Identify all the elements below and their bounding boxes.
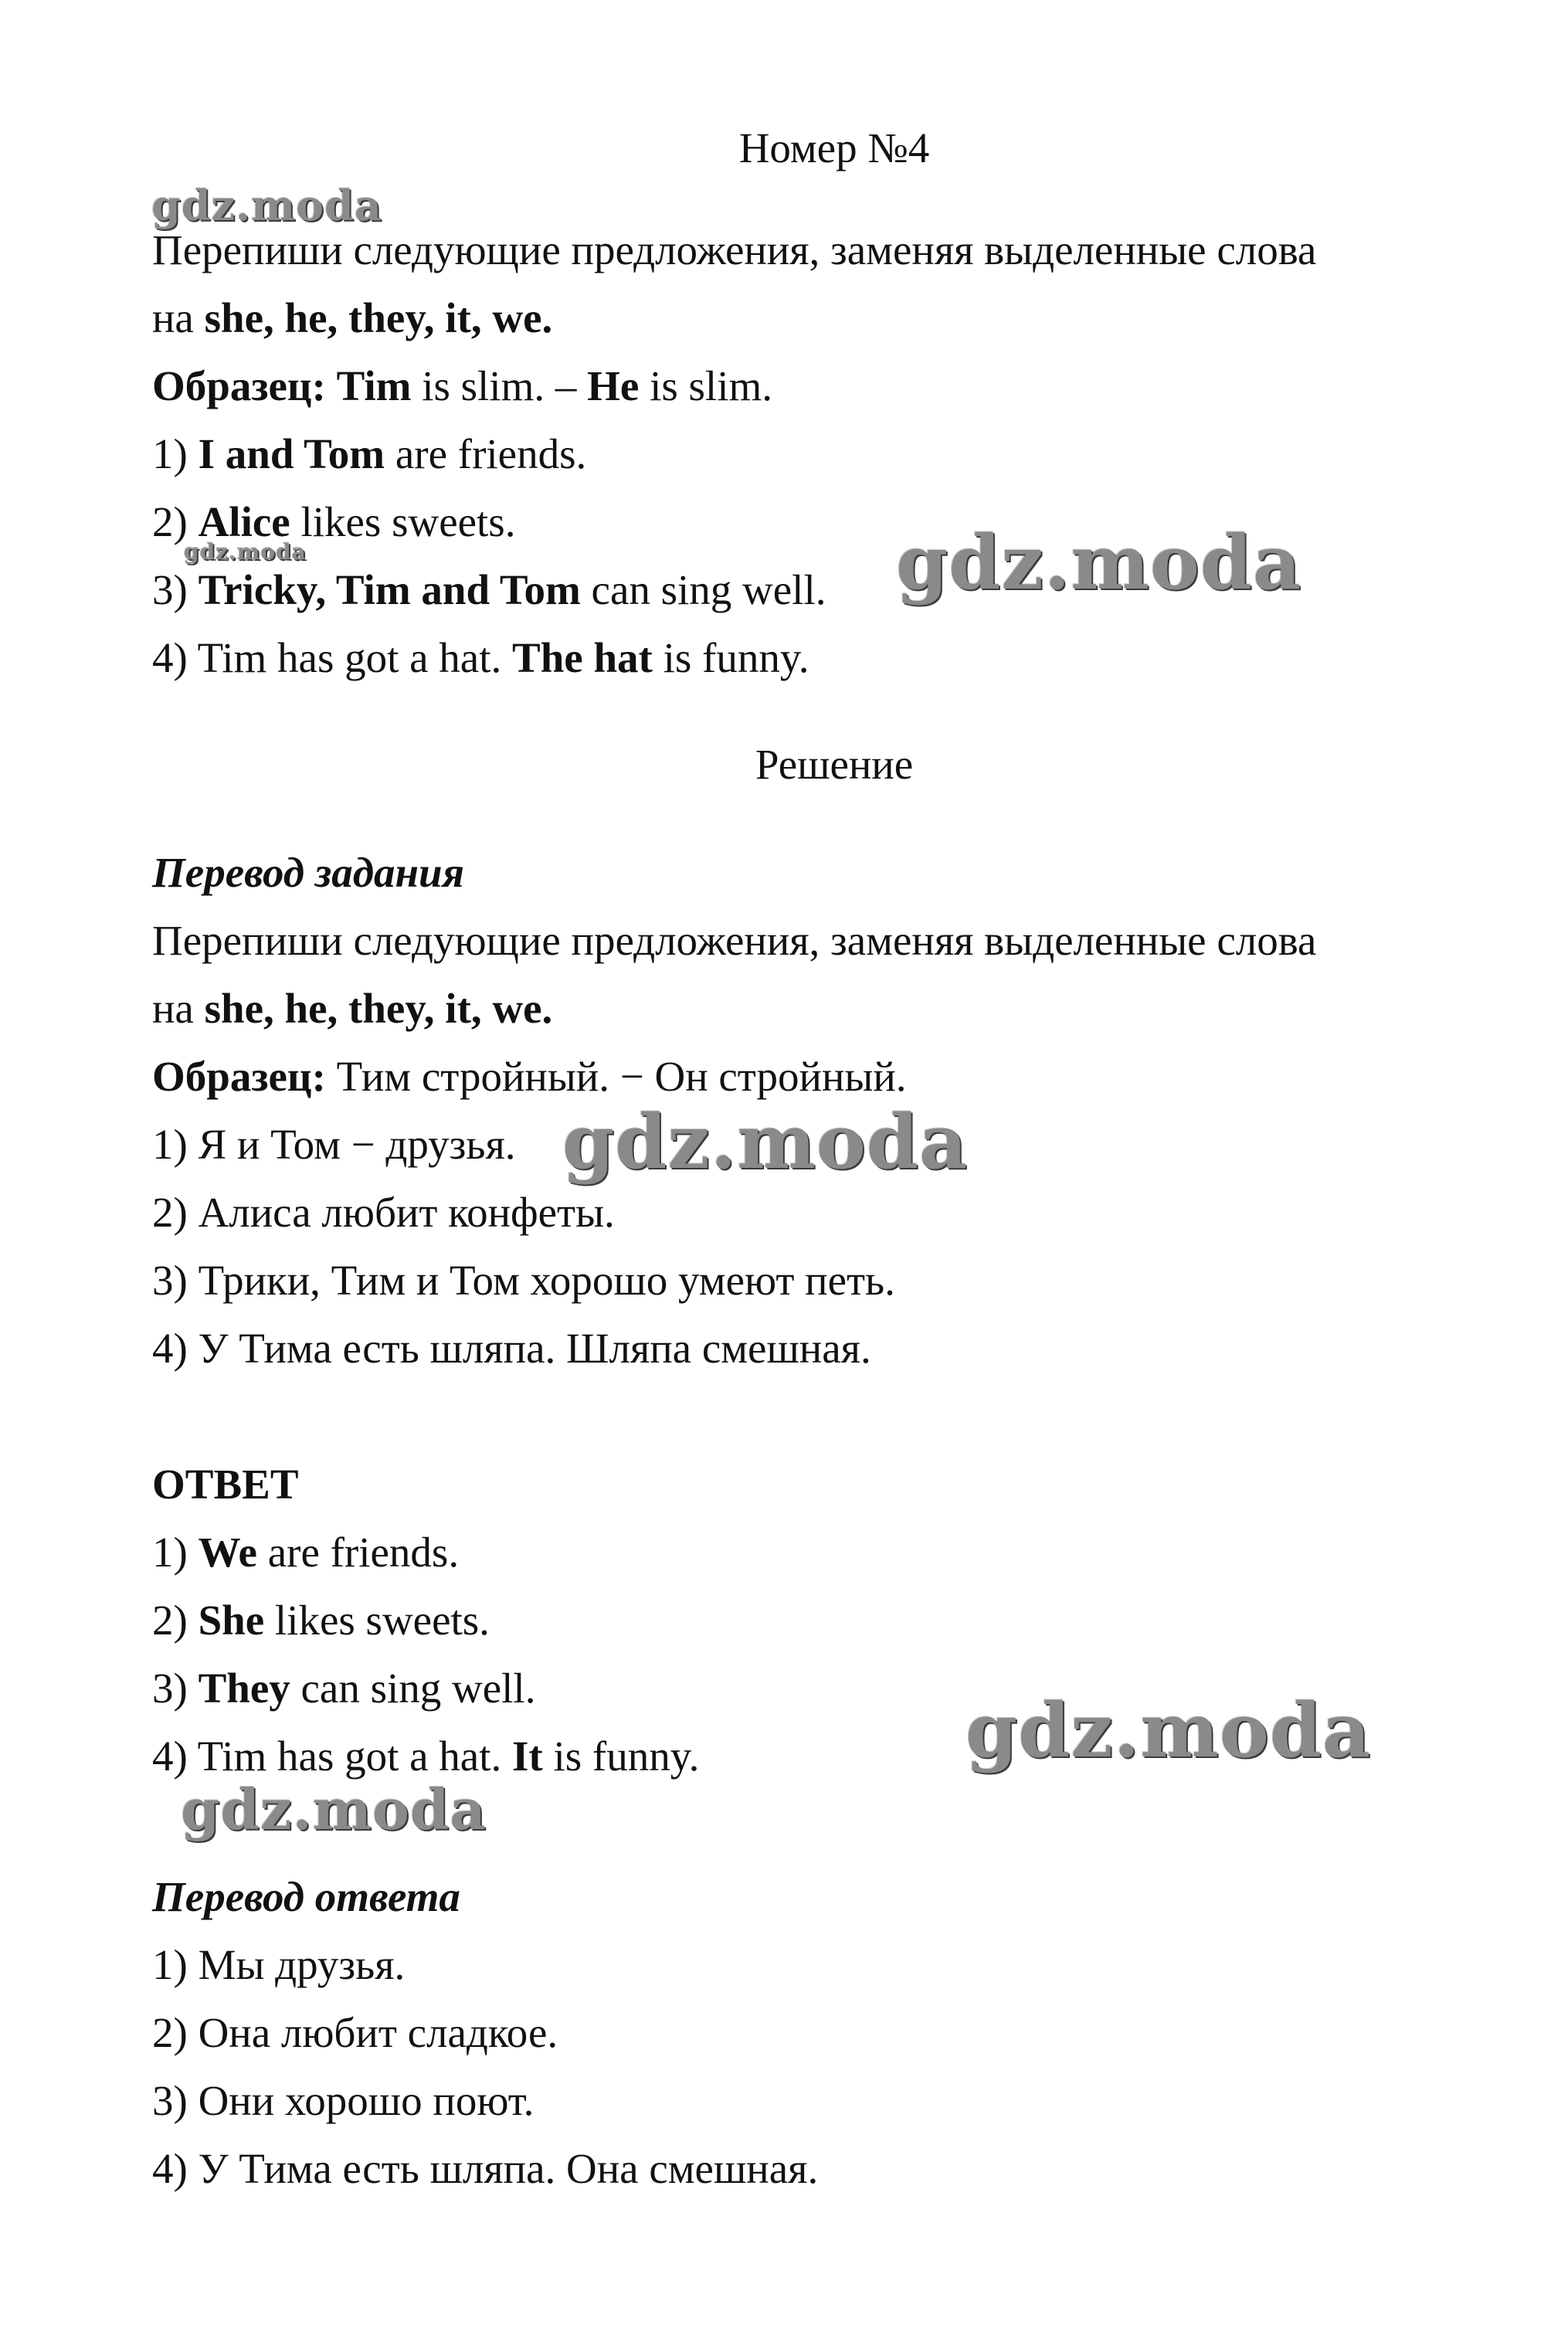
task-item bbox=[152, 633, 809, 683]
task-item-rest: is funny. bbox=[652, 634, 809, 681]
answer-item-num: 2) bbox=[152, 1597, 199, 1644]
task-item-num: 2) bbox=[152, 498, 199, 545]
watermark: gdz.moda bbox=[562, 1098, 969, 1186]
translation-sample-label: Образец: bbox=[152, 1053, 326, 1100]
task-item-num: 3) bbox=[152, 566, 199, 613]
answer-item-rest: likes sweets. bbox=[264, 1597, 490, 1644]
task-item-rest: likes sweets. bbox=[290, 498, 516, 545]
task-sample-text2: is slim. bbox=[639, 362, 773, 409]
answer-item-num: 3) bbox=[152, 1665, 199, 1712]
answer-translation-item: 4) У Тима есть шляпа. Она смешная. bbox=[152, 2145, 819, 2192]
watermark: gdz.moda bbox=[181, 1777, 487, 1842]
answer-translation-item: 3) Они хорошо поют. bbox=[152, 2077, 535, 2124]
task-item-rest: can sing well. bbox=[580, 566, 826, 613]
task-item bbox=[152, 565, 826, 615]
answer-item bbox=[152, 1664, 535, 1713]
answer-item bbox=[152, 1732, 699, 1781]
answer-item-bold: They bbox=[198, 1665, 290, 1712]
task-sample bbox=[152, 361, 772, 411]
translation-sample bbox=[152, 1052, 907, 1101]
answer-translation-item: 2) Она любит сладкое. bbox=[152, 2009, 558, 2056]
answer-item-pre: Tim has got a hat. bbox=[197, 1733, 513, 1780]
watermark: gdz.moda bbox=[966, 1687, 1372, 1774]
answer-translation-heading: Перевод ответа bbox=[152, 1873, 460, 1920]
task-item-bold: The hat bbox=[512, 634, 653, 681]
answer-translation-item: 1) Мы друзья. bbox=[152, 1941, 406, 1988]
translation-item: 4) У Тима есть шляпа. Шляпа смешная. bbox=[152, 1325, 871, 1372]
answer-item-rest: are friends. bbox=[256, 1529, 460, 1576]
task-sample-bold2: He bbox=[587, 362, 640, 409]
task-pronouns: she, he, they, it, we. bbox=[204, 294, 553, 341]
task-instruction-line2 bbox=[152, 294, 552, 343]
task-item bbox=[152, 429, 586, 479]
task-instruction-prefix: на bbox=[152, 294, 205, 341]
translation-item: 2) Алиса любит конфеты. bbox=[152, 1189, 615, 1236]
answer-item-num: 1) bbox=[152, 1529, 199, 1576]
task-item-bold: Alice bbox=[198, 498, 290, 545]
task-item-pre: Tim has got a hat. bbox=[197, 634, 513, 681]
answer-item-rest: can sing well. bbox=[290, 1665, 536, 1712]
translation-sample-text: Тим стройный. − Он стройный. bbox=[325, 1053, 907, 1100]
answer-item-num: 4) bbox=[152, 1733, 198, 1780]
task-item-num: 1) bbox=[152, 430, 199, 477]
answer-item-bold: It bbox=[512, 1733, 543, 1780]
answer-item-rest: is funny. bbox=[542, 1733, 700, 1780]
task-item-rest: are friends. bbox=[385, 430, 587, 477]
translation-instruction-prefix: на bbox=[152, 985, 205, 1032]
answer-item bbox=[152, 1528, 459, 1577]
translation-instruction-line2 bbox=[152, 984, 552, 1033]
task-instruction-line1: Перепиши следующие предложения, заменяя выделенные слова bbox=[152, 226, 1317, 273]
translation-pronouns: she, he, they, it, we. bbox=[204, 985, 553, 1032]
watermark: gdz.moda bbox=[151, 181, 382, 230]
task-sample-label: Образец: bbox=[152, 362, 326, 409]
answer-item-bold: She bbox=[198, 1597, 265, 1644]
translation-item: 1) Я и Том − друзья. bbox=[152, 1121, 516, 1168]
task-item-bold: I and Tom bbox=[198, 430, 385, 477]
watermark: gdz.moda bbox=[896, 519, 1302, 606]
task-sample-bold1: Tim bbox=[336, 362, 412, 409]
answer-item-bold: We bbox=[198, 1529, 257, 1576]
translation-heading: Перевод задания bbox=[152, 849, 464, 896]
translation-item: 3) Трики, Тим и Том хорошо умеют петь. bbox=[152, 1257, 895, 1304]
task-item-num: 4) bbox=[152, 634, 198, 681]
task-sample-text1: is slim. – bbox=[411, 362, 588, 409]
answer-heading: ОТВЕТ bbox=[152, 1461, 299, 1508]
watermark: gdz.moda bbox=[184, 539, 307, 565]
task-item-bold: Tricky, Tim and Tom bbox=[198, 566, 581, 613]
answer-item bbox=[152, 1596, 490, 1645]
page-title: Номер №4 bbox=[738, 124, 930, 171]
translation-instruction-line1: Перепиши следующие предложения, заменяя выделенные слова bbox=[152, 917, 1317, 964]
solution-title: Решение bbox=[755, 741, 914, 788]
